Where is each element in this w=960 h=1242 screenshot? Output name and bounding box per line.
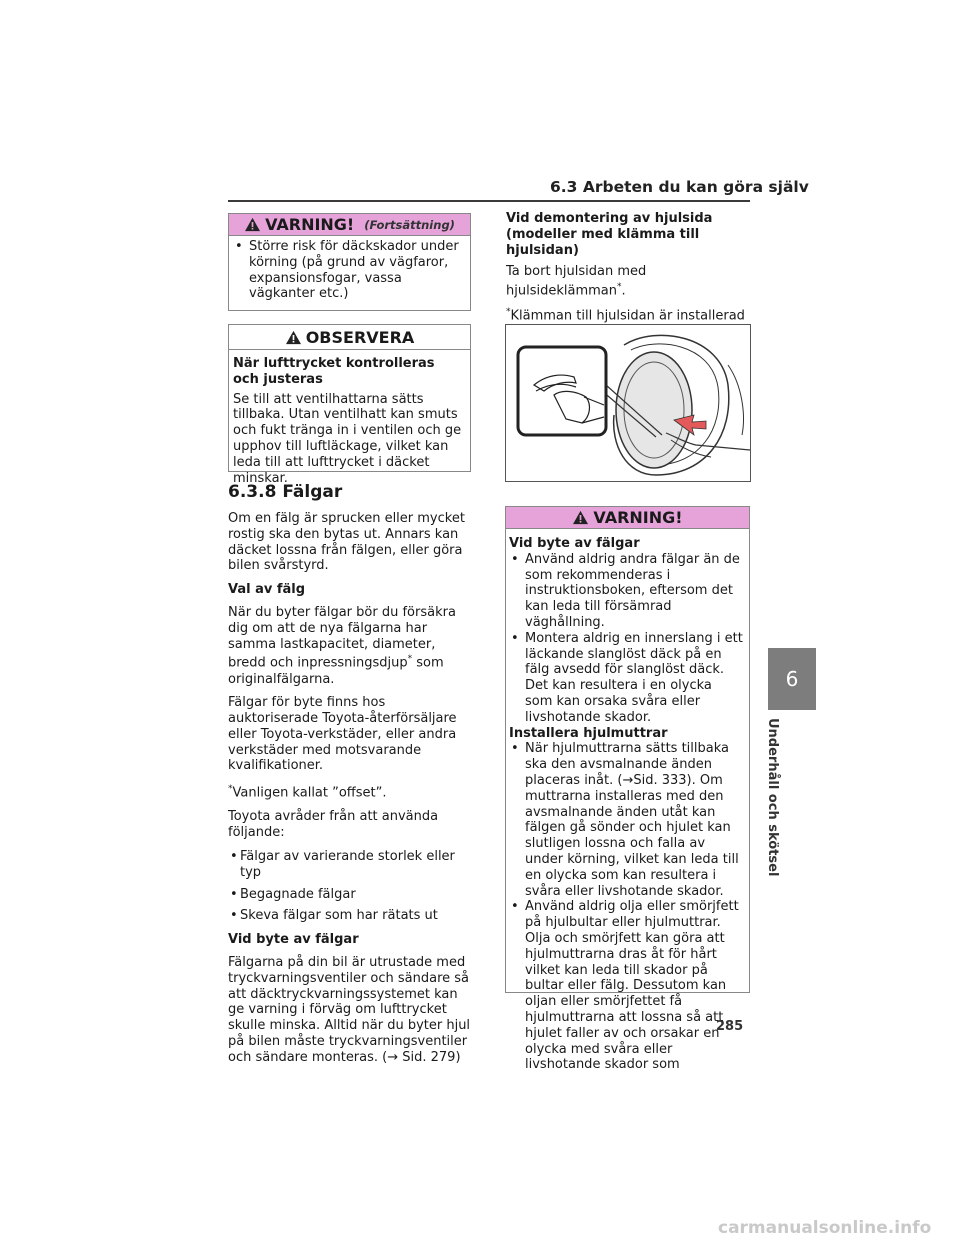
section-title: 6.3.8 Fälgar [228,482,343,502]
hjulsida-body-sup: * [616,282,622,293]
footnote-text: Vanligen kallat ”offset”. [232,785,387,801]
bullet-item: • Begagnade fälgar [228,887,472,903]
warning-triangle-icon [572,510,589,525]
warning-title: VARNING! [593,508,683,527]
val-body-p2: Fälgar för byte finns hos auktoriserade Toyota-återförsäljare eller Toyota-verkstäder, eller andra verkstäder med motsvarande kvalifikationer. [228,695,457,774]
page-number: 285 [716,1019,744,1034]
left-column [228,511,472,1066]
byte-body: Fälgarna på din bil är utrustade med tryckvarningsventiler och sändare så att däcktryckvarningssystemet kan ge varning i förväg om lufttrycket skulle minska. Alltid när du byter hjul på bilen måste tryckvarningsventiler och sändare monteras. (→ Sid. 279) [228,954,471,1065]
avrader-text: Toyota avråder från att använda följande: [228,809,439,841]
bullet-item: • Fälgar av varierande storlek eller typ [228,849,472,881]
hjulsida-body [506,264,750,299]
observera-body: Se till att ventilhattarna sätts tillbaka. Utan ventilhatt kan smuts och fukt tränga in i ventilen och ge upphov till luftläckage, vilket kan leda till att lufttrycket i däcket minskar. [233,391,462,486]
val-body-text-end: som originalfälgarna. [228,655,444,687]
running-header: 6.3 Arbeten du kan göra själv [550,178,809,196]
warning-item: • När hjulmuttrarna sätts tillbaka ska den avsmalnande änden placeras inåt. (→Sid. 333). Om muttrarna installeras med den avsmalnande änden utåt kan fälgen gå sönder och hjulet kan slutligen lossna och falla av under körning, vilket kan leda till en olycka som kan resultera i svåra eller livshotande skador. [509,741,743,899]
chapter-label [758,718,782,877]
hjulsida-body-end: . [621,283,626,299]
warning-header [506,507,749,529]
chapter-tab[interactable]: 6 [768,648,816,710]
observera-box [228,324,471,486]
footnote-sup: * [228,784,233,795]
hjulsida-note-sup: * [506,307,511,318]
warning-item: • Använd aldrig olja eller smörjfett på hjulbultar eller hjulmuttrar. Olja och smörjfett kan göra att hjulmuttrarna dras åt för hårt vilket kan leda till skador på bultar eller fälg. Dessutom kan oljan eller smörjfettet få hjulmuttrarna att lossna så att hjulet faller av och orsakar en olycka med svåra eller livshotande skador som [509,899,743,1073]
footnote [228,782,472,801]
hjulsida-heading: Vid demontering av hjulsida (modeller med klämma till hjulsidan) [506,211,713,258]
warning-subheading: Installera hjulmuttrar [509,725,668,741]
val-body-text: När du byter fälgar bör du försäkra dig om att de nya fälgarna har samma lastkapacitet, diameter, bredd och inpressningsdjup [228,604,456,671]
byte-heading: Vid byte av fälgar [228,932,359,948]
warning-continued-header [229,214,470,236]
header-divider [228,200,750,202]
warning-item: • Använd aldrig andra fälgar än de som rekommenderas i instruktionsboken, eftersom det kan leda till försämrad väghållning. [509,552,743,631]
watermark: carmanualsonline.info [718,1218,932,1238]
warning-item: • Montera aldrig en innerslang i ett läckande slanglöst däck på en fälg avsedd för slanglöst däck. Det kan resultera i en olycka som kan orsaka svåra eller livshotande skador. [509,631,743,726]
warning-subtitle: (Fortsättning) [364,217,455,232]
observera-heading: När lufttrycket kontrolleras och justeras [233,356,435,387]
wheel-cover-illustration [505,324,751,482]
val-body-sup: * [407,654,413,665]
observera-title: OBSERVERA [305,327,415,347]
val-heading: Val av fälg [228,582,306,598]
chapter-label-text: Underhåll och skötsel [765,718,780,877]
warning-triangle-icon [244,217,261,232]
wheel-cover-drawing [506,325,750,481]
section-intro: Om en fälg är sprucken eller mycket rostig ska den bytas ut. Annars kan däcket lossna från fälgen, eller göra bilen svårstyrd. [228,511,465,574]
caution-triangle-icon [285,330,302,345]
warning-subheading: Vid byte av fälgar [509,536,640,551]
observera-header [229,325,470,350]
hjulsida-note-text: Klämman till hjulsidan är installerad [510,308,745,324]
bullet-item: • Skeva fälgar som har rätats ut [228,908,472,924]
val-body [228,605,472,687]
warning-item: • Större risk för däckskador under körning (på grund av vägfaror, expansionsfogar, vassa vägkanter etc.) [233,239,460,302]
hjulsida-body-text: Ta bort hjulsidan med hjulsideklämman [506,264,647,299]
right-column-top [506,211,750,340]
warning-title: VARNING! [265,215,355,234]
warning-continued-box [228,213,471,311]
